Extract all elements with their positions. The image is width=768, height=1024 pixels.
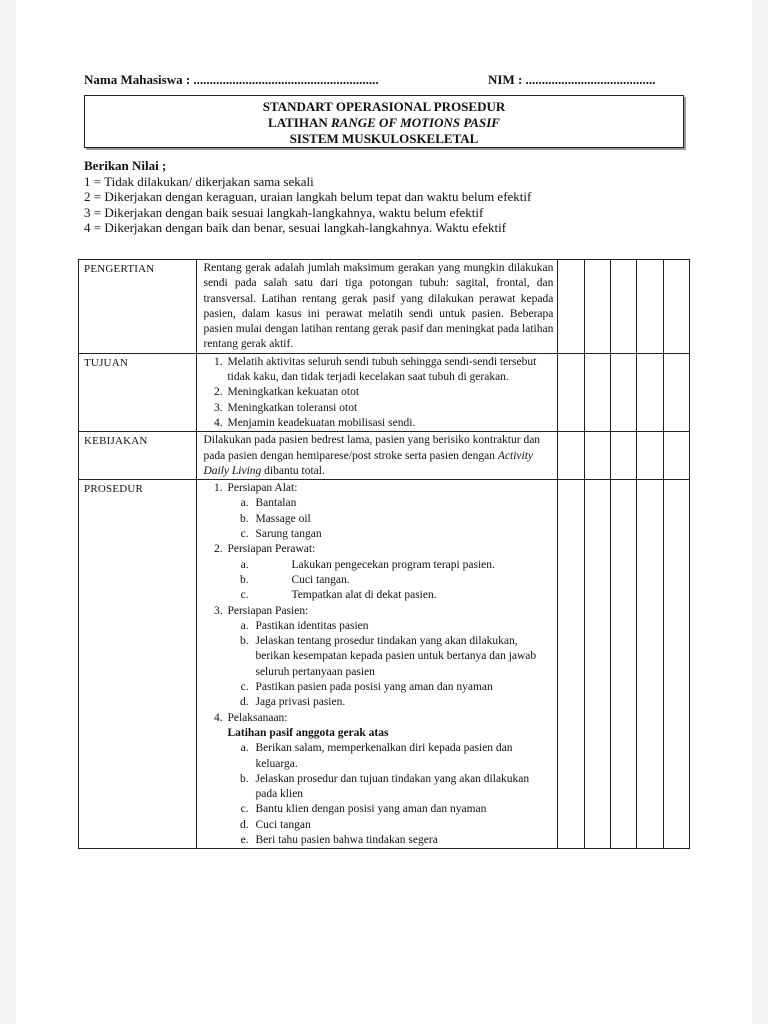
score-cell[interactable] bbox=[558, 260, 584, 354]
pelaksanaan-list bbox=[205, 741, 553, 848]
score-cell[interactable] bbox=[584, 432, 610, 480]
step-title: Persiapan Pasien: bbox=[227, 604, 309, 617]
step-title: Persiapan Alat: bbox=[227, 482, 298, 495]
score-cell[interactable] bbox=[584, 260, 610, 354]
score-cell[interactable] bbox=[663, 432, 689, 480]
content-pengertian: Rentang gerak adalah jumlah maksimum gerakan yang mungkin dilakukan sendi pada salah satu dari tiga potongan tubuh: sagital, frontal, dan transversal. Latihan rentang gerak pasif yang dilakukan perawat kepada pasien, dalam kasus ini perawat melatih sendi untuk pasien. Beberapa pasien mulai dengan latihan rentang gerak pasif dan meningkat pada latihan rentang gerak aktif. bbox=[197, 260, 558, 354]
rating-item-1: 1 = Tidak dilakukan/ dikerjakan sama sekali bbox=[84, 173, 314, 189]
kebijakan-text-end: dibantu total. bbox=[261, 464, 325, 477]
tujuan-item: 2. Meningkatkan kekuatan otot bbox=[225, 385, 553, 400]
score-cell[interactable] bbox=[637, 260, 663, 354]
score-cell[interactable] bbox=[610, 480, 636, 849]
title-line-1: STANDART OPERASIONAL PROSEDUR bbox=[262, 99, 506, 114]
score-cell[interactable] bbox=[584, 353, 610, 431]
score-cell[interactable] bbox=[610, 260, 636, 354]
pelaksanaan-item: a. Berikan salam, memperkenalkan diri kepada pasien dan keluarga. bbox=[251, 741, 553, 772]
tujuan-list bbox=[203, 355, 553, 431]
sop-table bbox=[78, 259, 690, 849]
pasien-list bbox=[227, 619, 553, 711]
score-cell[interactable] bbox=[558, 353, 584, 431]
pelaksanaan-item: d. Cuci tangan bbox=[251, 818, 553, 833]
sop-title-box bbox=[84, 95, 684, 148]
tujuan-item: 1. Melatih aktivitas seluruh sendi tubuh sehingga sendi-sendi tersebut tidak kaku, dan tidak terjadi kecelakan saat tubuh di gerakan. bbox=[225, 355, 553, 386]
prosedur-step-perawat bbox=[225, 542, 553, 603]
label-tujuan: TUJUAN bbox=[79, 353, 197, 431]
prosedur-step-pasien bbox=[225, 604, 553, 711]
title-line-3: SISTEM MUSKULOSKELETAL bbox=[289, 131, 479, 146]
pelaksanaan-item: e. Beri tahu pasien bahwa tindakan segera bbox=[251, 833, 553, 848]
prosedur-list bbox=[203, 481, 553, 848]
score-cell[interactable] bbox=[637, 353, 663, 431]
score-cell[interactable] bbox=[610, 432, 636, 480]
pasien-item: d. Jaga privasi pasien. bbox=[251, 695, 553, 710]
kebijakan-text: Dilakukan pada pasien bedrest lama, pasien yang berisiko kontraktur dan pada pasien dengan hemiparese/post stroke serta pasien dengan bbox=[203, 434, 541, 462]
perawat-item: a. Lakukan pengecekan program terapi pasien. bbox=[251, 558, 553, 573]
row-kebijakan bbox=[79, 432, 690, 480]
score-cell[interactable] bbox=[610, 353, 636, 431]
row-tujuan bbox=[79, 353, 690, 431]
student-header bbox=[84, 72, 728, 88]
title-line-2-prefix: LATIHAN bbox=[268, 115, 332, 130]
perawat-item: b. Cuci tangan. bbox=[251, 573, 553, 588]
rating-item-3: 3 = Dikerjakan dengan baik sesuai langkah-langkahnya, waktu belum efektif bbox=[84, 204, 484, 220]
student-name-field: Nama Mahasiswa : ......................................................... bbox=[84, 72, 379, 87]
score-cell[interactable] bbox=[637, 480, 663, 849]
rating-legend bbox=[84, 158, 531, 236]
score-cell[interactable] bbox=[558, 432, 584, 480]
content-prosedur bbox=[197, 480, 558, 849]
row-pengertian bbox=[79, 260, 690, 354]
alat-item: b. Massage oil bbox=[251, 512, 553, 527]
step-title: Persiapan Perawat: bbox=[227, 543, 316, 556]
tujuan-item: 3. Meningkatkan toleransi otot bbox=[225, 401, 553, 416]
rating-item-4: 4 = Dikerjakan dengan baik dan benar, sesuai langkah-langkahnya. Waktu efektif bbox=[84, 220, 507, 235]
pelaksanaan-item: b. Jelaskan prosedur dan tujuan tindakan yang akan dilakukan pada klien bbox=[251, 772, 553, 803]
pelaksanaan-item: c. Bantu klien dengan posisi yang aman dan nyaman bbox=[251, 802, 553, 817]
score-cell[interactable] bbox=[663, 353, 689, 431]
title-line-2 bbox=[85, 115, 683, 131]
title-line-2-italic: RANGE OF MOTIONS PASIF bbox=[331, 115, 500, 130]
kebijakan-text-italic: Activity Daily Living bbox=[203, 449, 534, 477]
perawat-item: c. Tempatkan alat di dekat pasien. bbox=[251, 588, 553, 603]
alat-list bbox=[227, 496, 553, 542]
prosedur-step-alat bbox=[225, 481, 553, 542]
pasien-item: b. Jelaskan tentang prosedur tindakan yang akan dilakukan, berikan kesempatan kepada pasien untuk bertanya dan jawab seluruh pertanyaan pasien bbox=[251, 634, 553, 680]
score-cell[interactable] bbox=[558, 480, 584, 849]
score-cell[interactable] bbox=[663, 260, 689, 354]
pasien-item: a. Pastikan identitas pasien bbox=[251, 619, 553, 634]
label-kebijakan: KEBIJAKAN bbox=[79, 432, 197, 480]
perawat-list bbox=[227, 558, 553, 604]
pelaksanaan-subtitle: Latihan pasif anggota gerak atas bbox=[227, 726, 389, 739]
prosedur-step-pelaksanaan bbox=[225, 711, 553, 849]
rating-heading: Berikan Nilai ; bbox=[84, 158, 167, 173]
row-prosedur bbox=[79, 480, 690, 849]
content-kebijakan bbox=[197, 432, 558, 480]
content-tujuan bbox=[197, 353, 558, 431]
student-nim-field: NIM : ........................................ bbox=[488, 72, 656, 87]
score-cell[interactable] bbox=[637, 432, 663, 480]
step-title: Pelaksanaan: bbox=[227, 711, 288, 724]
score-cell[interactable] bbox=[663, 480, 689, 849]
rating-item-2: 2 = Dikerjakan dengan keraguan, uraian langkah belum tepat dan waktu belum efektif bbox=[84, 189, 532, 204]
pasien-item: c. Pastikan pasien pada posisi yang aman dan nyaman bbox=[251, 680, 553, 695]
tujuan-item: 4. Menjamin keadekuatan mobilisasi sendi. bbox=[225, 416, 553, 431]
alat-item: a. Bantalan bbox=[251, 496, 553, 511]
label-prosedur: PROSEDUR bbox=[79, 480, 197, 849]
alat-item: c. Sarung tangan bbox=[251, 527, 553, 542]
score-cell[interactable] bbox=[584, 480, 610, 849]
label-pengertian: PENGERTIAN bbox=[79, 260, 197, 354]
